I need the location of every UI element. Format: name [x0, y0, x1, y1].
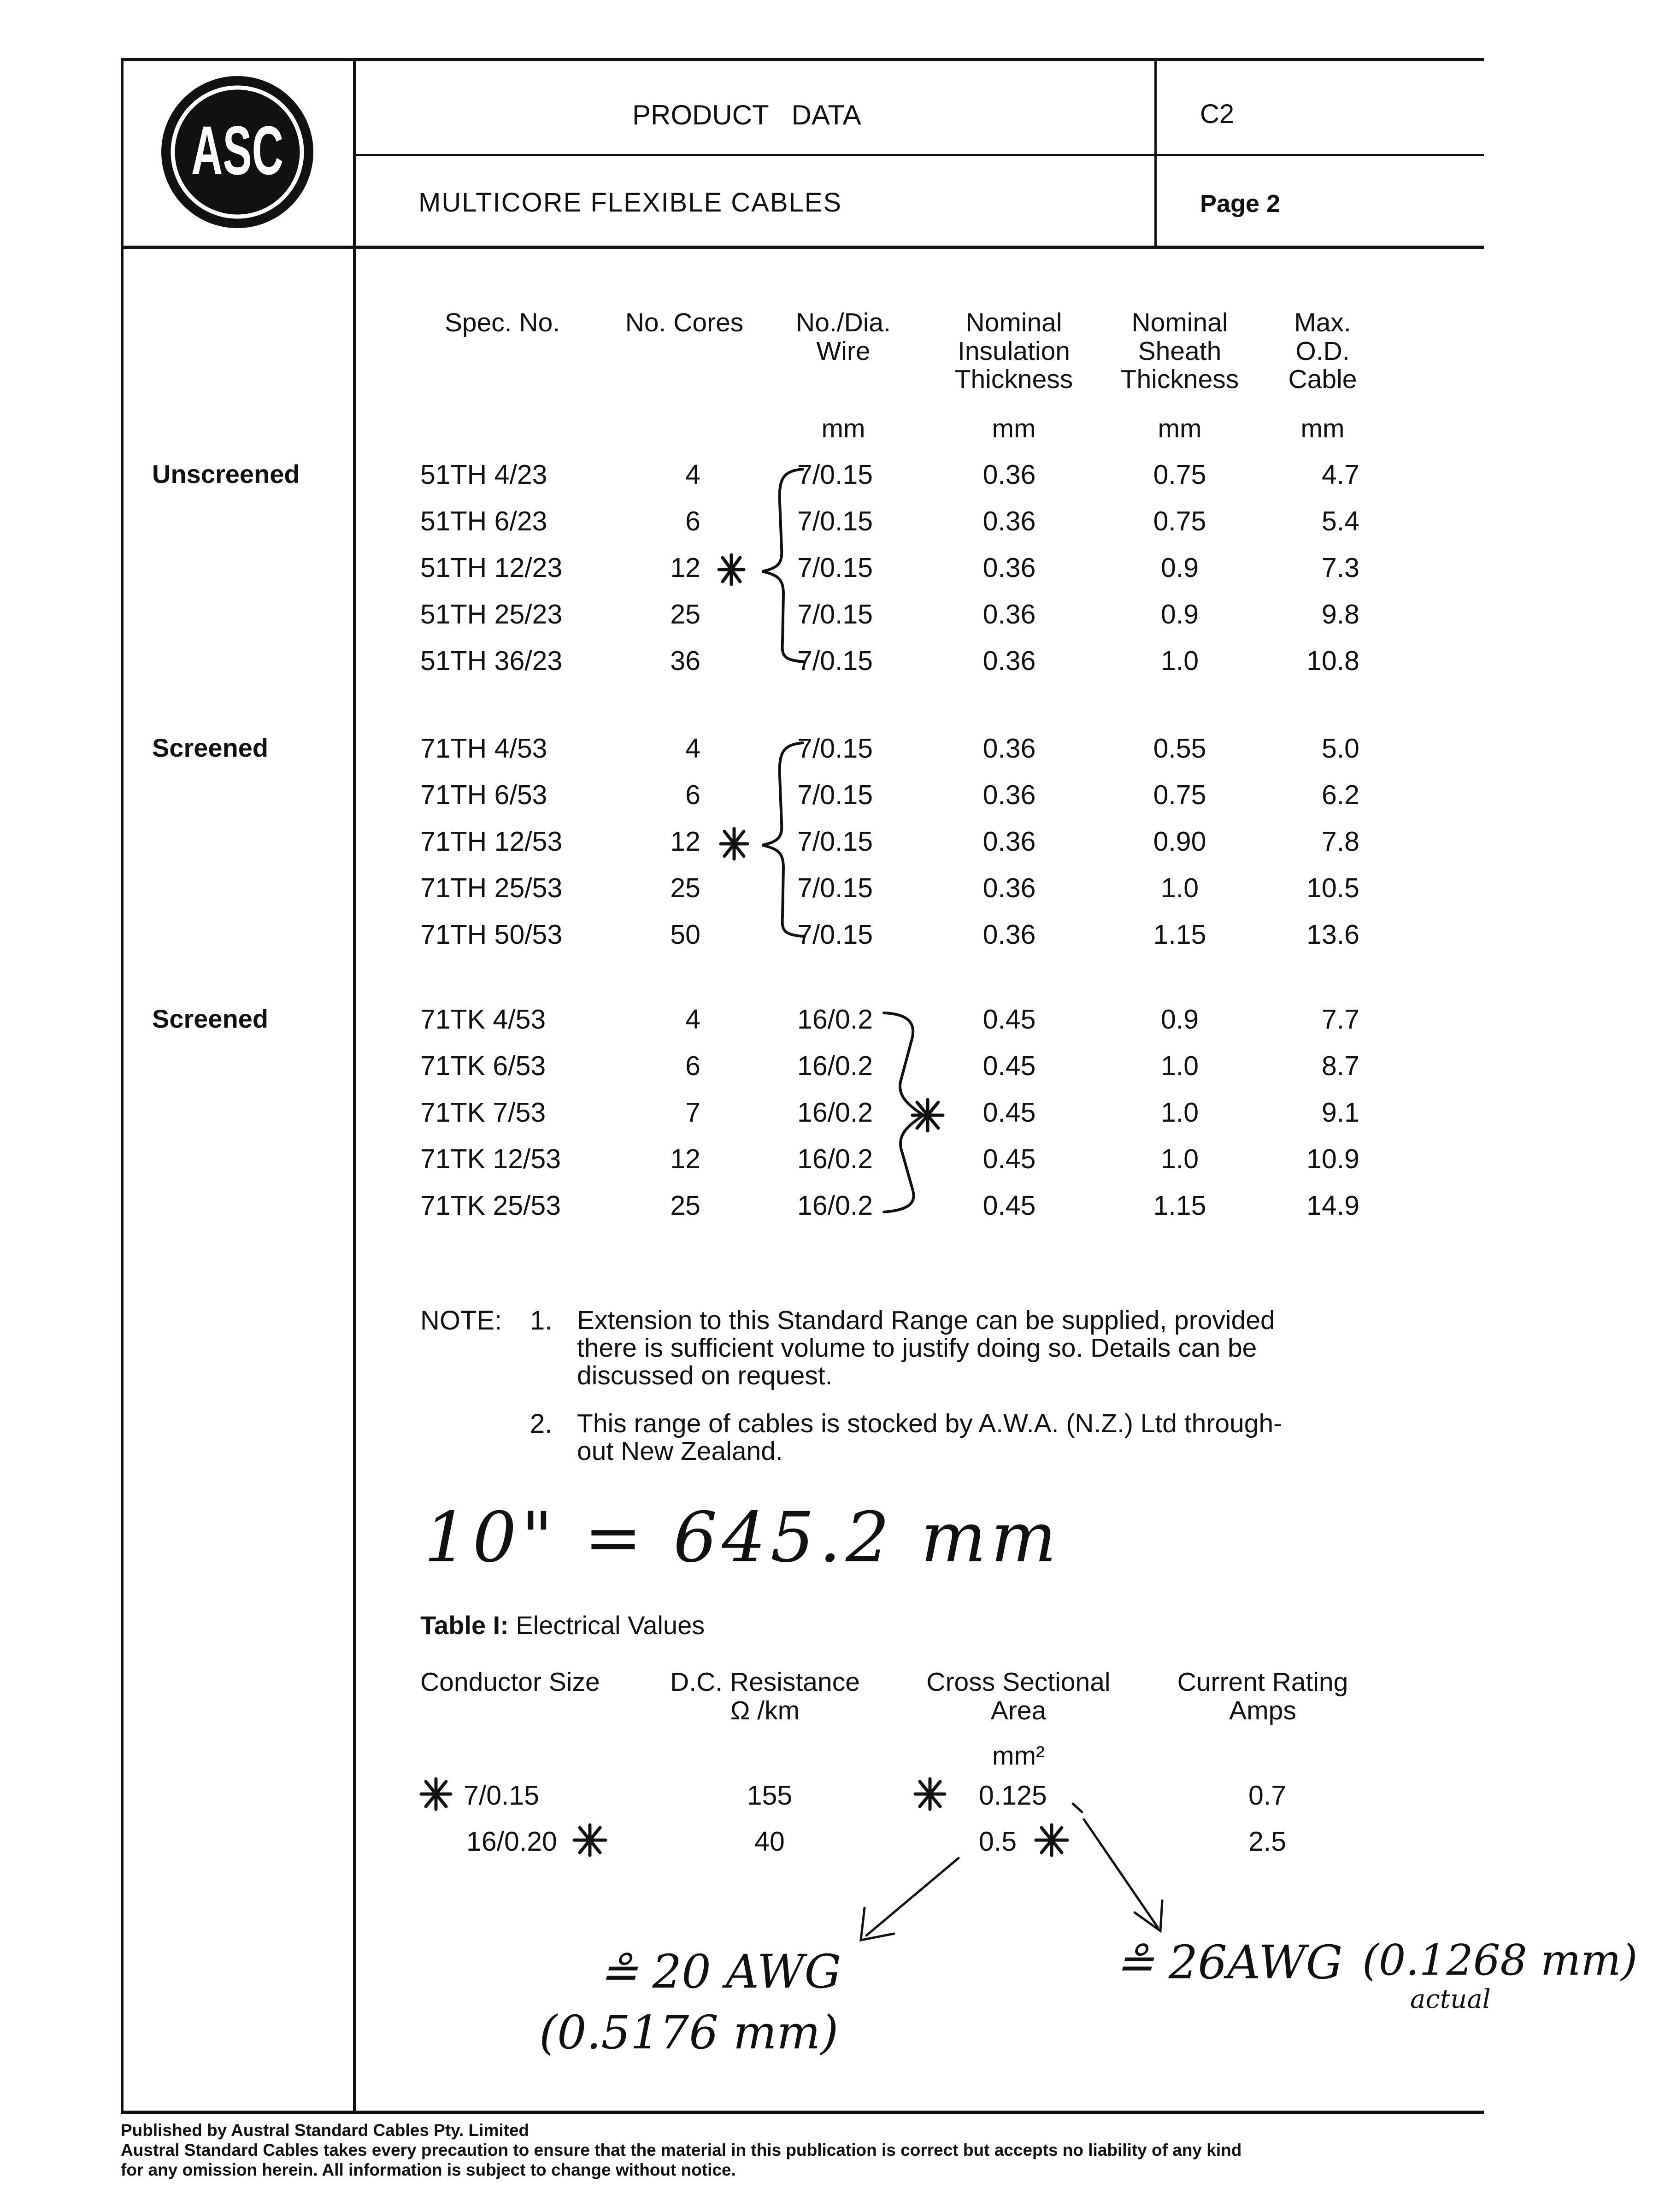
- electrical-table-title-bold: Table I:: [420, 1611, 509, 1640]
- elec-header-conductor-size: Conductor Size: [420, 1667, 600, 1697]
- header-max-od-cable: Max. O.D. Cable: [1288, 308, 1357, 394]
- note-1-line-1: Extension to this Standard Range can be supplied, provided: [577, 1306, 1275, 1335]
- table-row: [0, 1782, 1382, 1814]
- cell-sheath: 1.0: [1160, 1097, 1199, 1128]
- cell-sheath: 0.55: [1153, 733, 1206, 764]
- group-label: Screened: [152, 733, 269, 762]
- cell-cores: 6: [685, 780, 700, 810]
- cell-sheath: 1.0: [1160, 1051, 1199, 1081]
- note-2-number: 2.: [530, 1409, 553, 1439]
- handwritten-20-awg-diameter: (0.5176 mm): [539, 2006, 839, 2059]
- cell-od: 9.1: [1321, 1097, 1359, 1128]
- cell-od: 6.2: [1321, 780, 1359, 810]
- product-data-title: PRODUCT DATA: [632, 100, 861, 130]
- cell-spec: 71TH 6/53: [420, 780, 547, 810]
- cell-conductor: 16/0.20: [466, 1826, 557, 1857]
- cell-wire: 7/0.15: [797, 553, 873, 583]
- cell-spec: 71TK 4/53: [420, 1004, 546, 1035]
- cell-sheath: 1.0: [1160, 1144, 1199, 1174]
- electrical-table-title: [420, 1612, 705, 1639]
- cell-wire: 7/0.15: [797, 599, 873, 629]
- cell-insulation: 0.36: [982, 599, 1036, 629]
- cell-spec: 51TH 25/23: [420, 599, 563, 629]
- cell-od: 14.9: [1306, 1190, 1359, 1221]
- note-2-line-2: out New Zealand.: [577, 1436, 783, 1466]
- header-insulation-thickness: Nominal Insulation Thickness: [954, 308, 1073, 394]
- note-1-line-2: there is sufficient volume to justify doing so. Details can be: [577, 1333, 1257, 1363]
- cell-insulation: 0.36: [982, 553, 1036, 583]
- header-sheath-thickness: Nominal Sheath Thickness: [1120, 308, 1239, 394]
- cell-wire: 7/0.15: [797, 733, 873, 764]
- cell-cores: 50: [670, 919, 700, 950]
- cell-sheath: 1.0: [1160, 646, 1199, 676]
- cell-sheath: 0.75: [1153, 459, 1206, 490]
- cell-insulation: 0.45: [982, 1190, 1036, 1221]
- note-1-line-3: discussed on request.: [577, 1361, 833, 1390]
- cell-rating: 0.7: [1248, 1780, 1287, 1811]
- handwritten-actual: actual: [1410, 1984, 1491, 2014]
- cell-od: 10.5: [1306, 873, 1359, 903]
- cell-insulation: 0.45: [982, 1051, 1036, 1081]
- cell-wire: 7/0.15: [797, 873, 873, 903]
- cell-cores: 4: [685, 1004, 700, 1035]
- cell-od: 7.8: [1321, 826, 1359, 857]
- cell-sheath: 0.75: [1153, 506, 1206, 536]
- note-label: NOTE:: [420, 1306, 502, 1335]
- cell-spec: 71TK 12/53: [420, 1144, 561, 1174]
- cell-cores: 6: [685, 506, 700, 536]
- footer-disclaimer-2: for any omission herein. All information is subject to change without notice.: [121, 2160, 736, 2179]
- note-2-line-1: This range of cables is stocked by A.W.A. (N.Z.) Ltd through-: [577, 1409, 1282, 1438]
- cell-spec: 51TH 6/23: [420, 506, 547, 536]
- unit-insulation-thickness: mm: [992, 414, 1036, 443]
- cell-area: 0.5: [979, 1826, 1017, 1857]
- cell-cores: 4: [685, 733, 700, 764]
- cell-spec: 71TH 4/53: [420, 733, 547, 764]
- cell-od: 5.4: [1321, 506, 1359, 536]
- cell-insulation: 0.45: [982, 1144, 1036, 1174]
- header-no-dia-wire: No./Dia. Wire: [796, 308, 891, 366]
- electrical-table-title-rest: Electrical Values: [508, 1611, 705, 1640]
- cell-spec: 71TH 50/53: [420, 919, 563, 950]
- logo-text: ASC: [191, 112, 283, 189]
- cell-insulation: 0.36: [982, 506, 1036, 536]
- elec-header-cross-sectional-area: Cross Sectional Area: [926, 1667, 1111, 1725]
- note-1-number: 1.: [530, 1306, 553, 1335]
- group-label: Screened: [152, 1004, 269, 1033]
- cell-spec: 71TK 7/53: [420, 1097, 546, 1128]
- cell-cores: 25: [670, 873, 700, 903]
- cell-wire: 16/0.2: [797, 1097, 873, 1128]
- cell-spec: 71TK 6/53: [420, 1051, 546, 1081]
- cell-spec: 71TH 12/53: [420, 826, 563, 857]
- cell-wire: 7/0.15: [797, 646, 873, 676]
- cell-insulation: 0.36: [982, 826, 1036, 857]
- unit-no-dia-wire: mm: [821, 414, 865, 443]
- cell-cores: 25: [670, 1190, 700, 1221]
- cell-sheath: 0.9: [1160, 553, 1199, 583]
- handwritten-26-awg-diameter: (0.1268 mm): [1362, 1936, 1638, 1985]
- elec-header-dc-resistance: D.C. Resistance Ω /km: [670, 1667, 860, 1725]
- cell-od: 10.8: [1306, 646, 1359, 676]
- cell-insulation: 0.45: [982, 1097, 1036, 1128]
- cell-wire: 7/0.15: [797, 459, 873, 490]
- header-no-cores: No. Cores: [625, 308, 744, 337]
- cell-sheath: 1.15: [1153, 1190, 1206, 1221]
- cell-cores: 12: [670, 826, 700, 857]
- cell-od: 7.3: [1321, 553, 1359, 583]
- cell-od: 13.6: [1306, 919, 1359, 950]
- cell-wire: 7/0.15: [797, 826, 873, 857]
- cell-od: 4.7: [1321, 459, 1359, 490]
- cell-resistance: 40: [754, 1826, 785, 1857]
- cell-cores: 25: [670, 599, 700, 629]
- cell-insulation: 0.45: [982, 1004, 1036, 1035]
- cell-insulation: 0.36: [982, 780, 1036, 810]
- handwritten-20-awg: ≗ 20 AWG: [599, 1945, 841, 1999]
- cell-resistance: 155: [747, 1780, 793, 1811]
- table-row: [0, 1828, 1382, 1860]
- header-spec-no: Spec. No.: [444, 308, 560, 337]
- unit-sheath-thickness: mm: [1158, 414, 1202, 443]
- cell-wire: 7/0.15: [797, 919, 873, 950]
- cell-cores: 36: [670, 646, 700, 676]
- cell-sheath: 0.9: [1160, 1004, 1199, 1035]
- handwritten-26-awg: ≗ 26AWG: [1115, 1936, 1343, 1989]
- footer-disclaimer-1: Austral Standard Cables takes every precaution to ensure that the material in this publication is correct but accepts no liability of any kind: [121, 2141, 1242, 2159]
- product-code: C2: [1200, 99, 1235, 129]
- unit-max-od-cable: mm: [1300, 414, 1345, 443]
- cell-wire: 16/0.2: [797, 1190, 873, 1221]
- cell-cores: 4: [685, 459, 700, 490]
- cell-spec: 51TH 12/23: [420, 553, 563, 583]
- cell-conductor: 7/0.15: [464, 1780, 540, 1811]
- cell-wire: 16/0.2: [797, 1004, 873, 1035]
- elec-unit-area: mm²: [992, 1741, 1045, 1771]
- cell-spec: 51TH 4/23: [420, 459, 547, 490]
- cell-insulation: 0.36: [982, 919, 1036, 950]
- cell-sheath: 1.0: [1160, 873, 1199, 903]
- cell-cores: 6: [685, 1051, 700, 1081]
- cell-wire: 16/0.2: [797, 1144, 873, 1174]
- cell-cores: 12: [670, 553, 700, 583]
- cell-od: 9.8: [1321, 599, 1359, 629]
- cell-od: 8.7: [1321, 1051, 1359, 1081]
- product-subtitle: MULTICORE FLEXIBLE CABLES: [418, 188, 842, 218]
- cell-spec: 71TH 25/53: [420, 873, 563, 903]
- elec-header-current-rating: Current Rating Amps: [1177, 1667, 1348, 1725]
- cell-wire: 7/0.15: [797, 780, 873, 810]
- cell-insulation: 0.36: [982, 733, 1036, 764]
- cell-sheath: 0.90: [1153, 826, 1206, 857]
- cell-cores: 7: [685, 1097, 700, 1128]
- handwritten-area-note: 10" = 645.2 mm: [424, 1498, 1061, 1578]
- page-number: Page 2: [1200, 190, 1281, 218]
- cell-insulation: 0.36: [982, 646, 1036, 676]
- footer-publisher: Published by Austral Standard Cables Pty. Limited: [121, 2121, 529, 2140]
- cell-wire: 7/0.15: [797, 506, 873, 536]
- group-label: Unscreened: [152, 459, 300, 488]
- cell-sheath: 0.9: [1160, 599, 1199, 629]
- cell-sheath: 1.15: [1153, 919, 1206, 950]
- cell-spec: 71TK 25/53: [420, 1190, 561, 1221]
- cell-od: 7.7: [1321, 1004, 1359, 1035]
- cell-rating: 2.5: [1248, 1826, 1287, 1857]
- cell-sheath: 0.75: [1153, 780, 1206, 810]
- cell-cores: 12: [670, 1144, 700, 1174]
- cell-insulation: 0.36: [982, 873, 1036, 903]
- cell-od: 10.9: [1306, 1144, 1359, 1174]
- cell-area: 0.125: [979, 1780, 1047, 1811]
- cell-spec: 51TH 36/23: [420, 646, 563, 676]
- cell-insulation: 0.36: [982, 459, 1036, 490]
- cell-wire: 16/0.2: [797, 1051, 873, 1081]
- cell-od: 5.0: [1321, 733, 1359, 764]
